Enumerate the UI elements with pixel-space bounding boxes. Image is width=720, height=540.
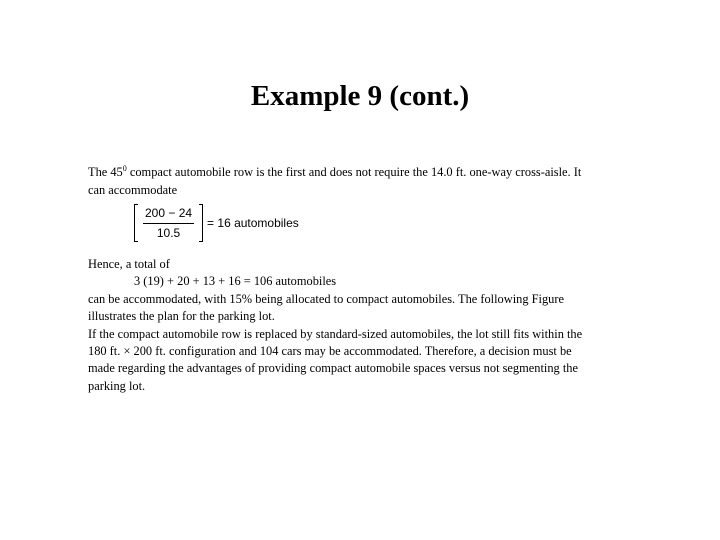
- formula-numerator: 200 − 24: [145, 205, 193, 220]
- total-line-1: Hence, a total of: [88, 257, 170, 271]
- intro-paragraph: [88, 160, 658, 199]
- intro-line-1-end: compact automobile row is the first and does not require the 14.0 ft. one-way cross-aisle. It: [126, 165, 582, 180]
- formula-right-bracket: [199, 204, 203, 242]
- formula-denominator: 10.5: [156, 225, 181, 240]
- total-line-7: made regarding the advantages of providing compact automobile spaces versus not segmenting the: [88, 361, 578, 376]
- formula-fraction: [140, 206, 197, 241]
- formula-result: = 16 automobiles: [207, 216, 299, 230]
- total-line-3: can be accommodated, with 15% being allocated to compact automobiles. The following Figure: [88, 291, 564, 306]
- intro-line-1: [88, 160, 658, 182]
- formula-left-bracket: [134, 204, 138, 242]
- intro-line-1-start: The 45: [88, 165, 123, 180]
- total-line-6: 180 ft. × 200 ft. configuration and 104 cars may be accommodated. Therefore, a decision must be: [88, 344, 572, 359]
- ceiling-formula: [134, 203, 299, 243]
- slide-title: Example 9 (cont.): [250, 80, 470, 112]
- total-line-8: parking lot.: [88, 378, 146, 393]
- degree-superscript: 0: [122, 164, 127, 173]
- total-paragraph: [88, 256, 658, 395]
- total-line-4: illustrates the plan for the parking lot.: [88, 309, 275, 324]
- total-equation-line: 3 (19) + 20 + 13 + 16 = 106 automobiles: [134, 274, 337, 289]
- total-line-5: If the compact automobile row is replaced by standard-sized automobiles, the lot still fits within the: [88, 326, 583, 341]
- intro-line-2: can accommodate: [88, 182, 178, 197]
